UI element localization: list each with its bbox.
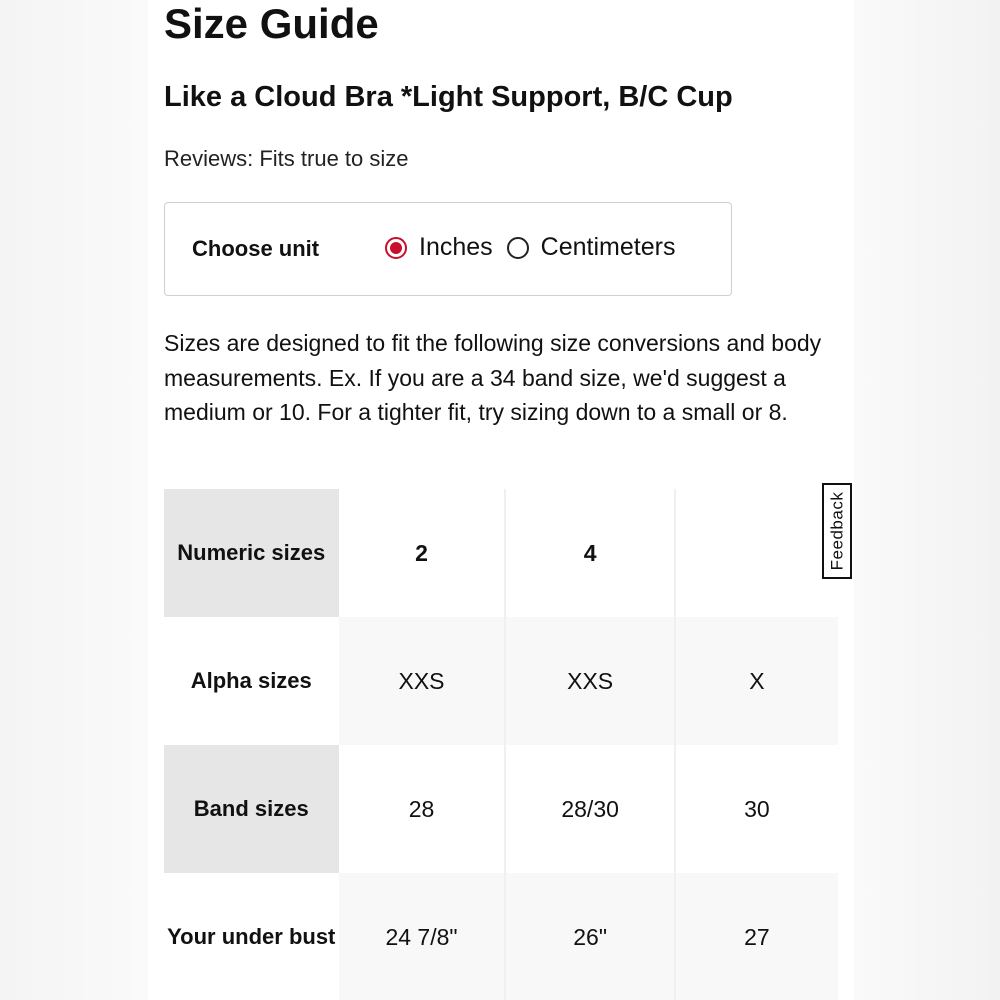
unit-selector-label: Choose unit (192, 236, 320, 261)
reviews-summary: Reviews: Fits true to size (164, 146, 409, 171)
product-name: Like a Cloud Bra *Light Support, B/C Cup (164, 81, 733, 113)
size-table (164, 489, 838, 1000)
unit-option-centimeters[interactable] (507, 233, 676, 262)
size-description: Sizes are designed to fit the following size conversions and body measurements. Ex. If you are a 34 band size, we'd suggest a medium or 10. For a tighter fit, try sizing down to a small or 8. (164, 330, 822, 425)
radio-inches[interactable] (385, 237, 407, 259)
table-cell: 28/30 (505, 745, 674, 873)
right-backdrop (854, 0, 1000, 1000)
unit-radio-group (385, 233, 675, 262)
table-cell: 2 (339, 489, 506, 617)
unit-option-label: Inches (419, 233, 493, 261)
table-cell: 28 (339, 745, 506, 873)
table-cell: 24 7/8" (339, 873, 506, 1000)
table-cell: 4 (505, 489, 674, 617)
table-cell: XXS (505, 617, 674, 745)
table-cell (675, 489, 838, 617)
table-cell: 26" (505, 873, 674, 1000)
feedback-label: Feedback (827, 491, 847, 571)
table-row (164, 873, 838, 1000)
left-backdrop (0, 0, 148, 1000)
table-row (164, 745, 838, 873)
row-header-alpha: Alpha sizes (164, 617, 339, 745)
page-title: Size Guide (164, 0, 379, 47)
row-header-numeric: Numeric sizes (164, 489, 339, 617)
feedback-button[interactable] (822, 483, 852, 579)
table-cell: XXS (339, 617, 506, 745)
size-guide-panel (148, 0, 854, 1000)
table-cell: 30 (675, 745, 838, 873)
unit-option-inches[interactable] (385, 233, 493, 262)
size-table-scroll[interactable] (164, 489, 838, 1000)
row-header-band: Band sizes (164, 745, 339, 873)
unit-option-label: Centimeters (540, 233, 676, 261)
table-row (164, 489, 838, 617)
table-cell: X (675, 617, 838, 745)
table-row (164, 617, 838, 745)
row-header-under-bust: Your under bust (164, 873, 339, 1000)
radio-centimeters[interactable] (507, 237, 529, 259)
table-cell: 27 (675, 873, 838, 1000)
unit-selector (164, 202, 732, 296)
